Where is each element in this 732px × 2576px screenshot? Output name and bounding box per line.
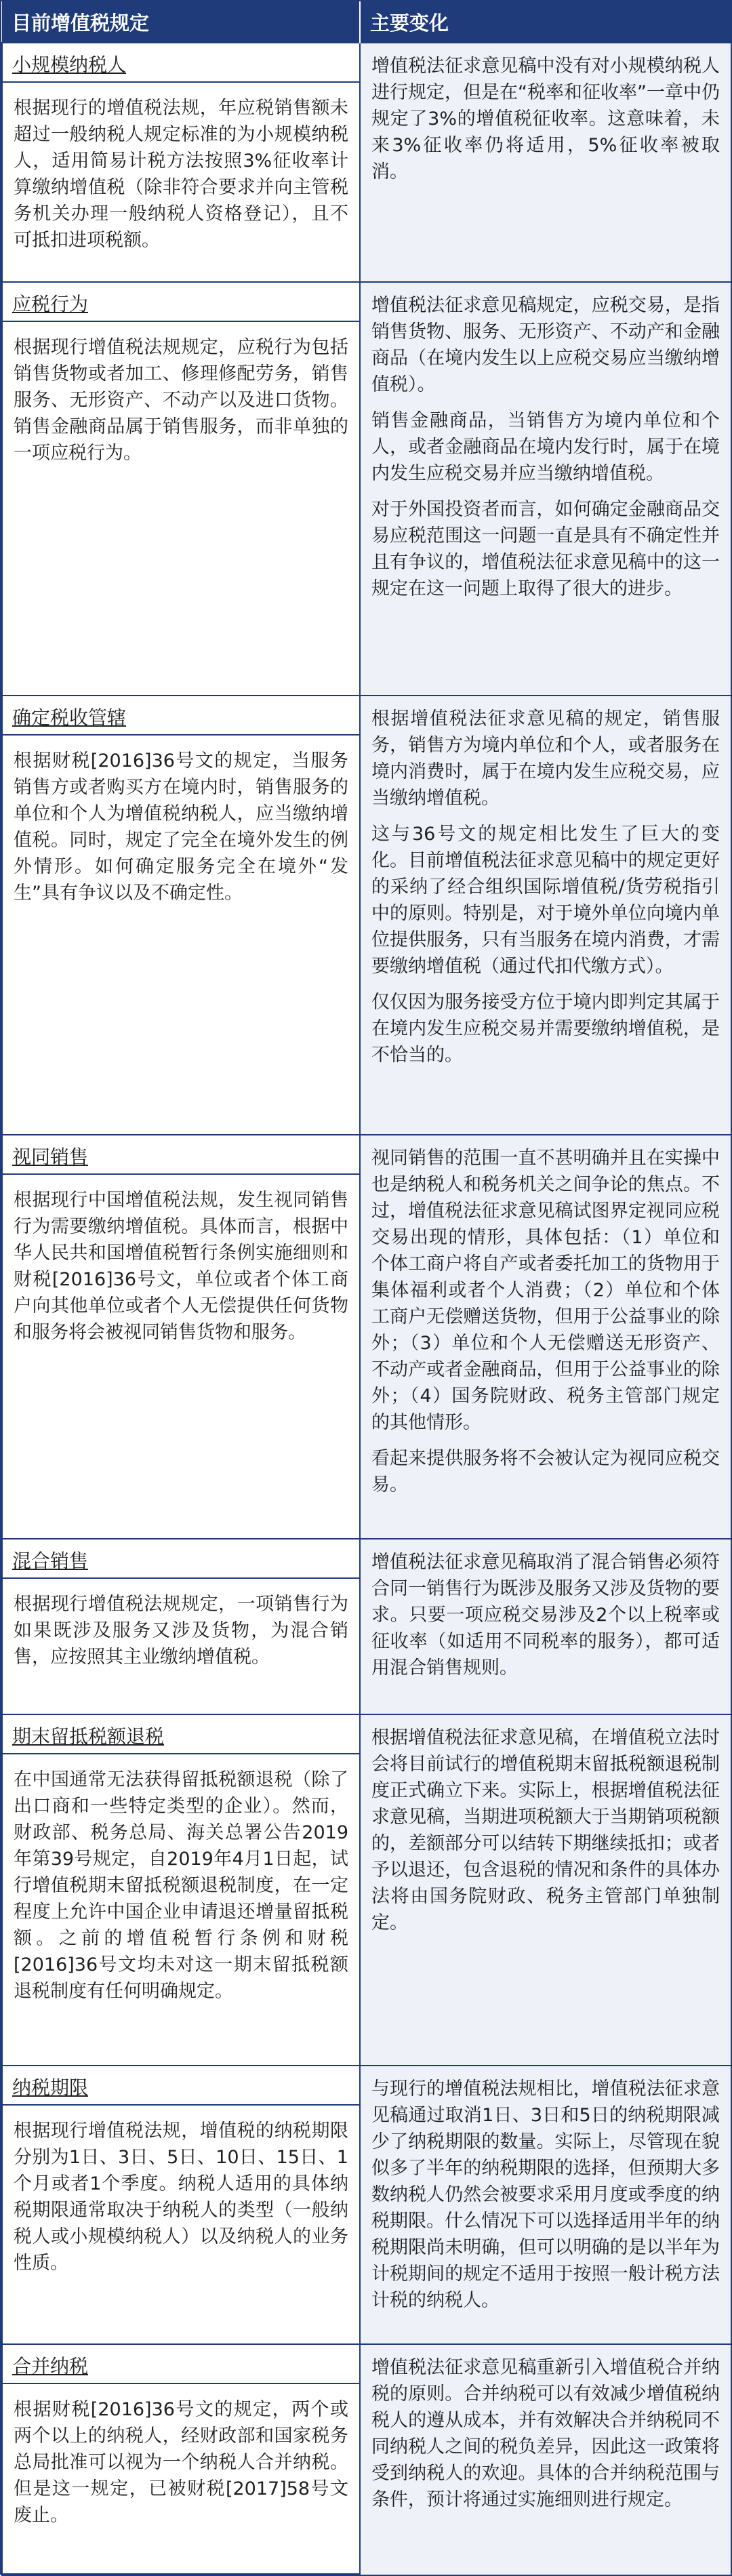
current-rule-text: 根据财税[2016]36号文的规定，两个或两个以上的纳税人，经财政部和国家税务总局批准可以视为一个纳税人合并纳税。但是这一规定，已被财税[2017]58号文废止。 (14, 2399, 348, 2526)
main-change-cell (360, 1135, 731, 1539)
main-change-cell (360, 2066, 731, 2344)
topic-title: 应税行为 (12, 293, 89, 315)
table-row (2, 2344, 731, 2575)
change-paragraph: 增值税法征求意见稿规定，应税交易，是指销售货物、服务、无形资产、不动产和金融商品（在境内发生以上应税交易应当缴纳增值税）。 (371, 295, 720, 395)
current-rule-text: 根据现行增值税法规，增值税的纳税期限分别为1日、3日、5日、10日、15日、1个月或者1个季度。纳税人适用的具体纳税期限通常取决于纳税人的类型（一般纳税人或小规模纳税人）以及纳税人的业务性质。 (14, 2120, 348, 2274)
topic-title: 小规模纳税人 (12, 54, 127, 76)
change-paragraph: 仅仅因为服务接受方位于境内即判定其属于在境内发生应税交易并需要缴纳增值税，是不恰当的。 (371, 992, 720, 1066)
main-change-cell (360, 696, 731, 1135)
header-main-changes: 主要变化 (360, 1, 731, 43)
change-paragraph: 视同销售的范围一直不甚明确并且在实操中也是纳税人和税务机关之间争论的焦点。不过，增值税法征求意见稿试图界定视同应税交易出现的情形，具体包括：（1）单位和个体工商户将自产或者委托加工的货物用于集体福利或者个人消费；（2）单位和个体工商户无偿赠送货物，但用于公益事业的除外；（3）单位和个人无偿赠送无形资产、不动产或者金融商品，但用于公益事业的除外；（4）国务院财政、税务主管部门规定的其他情形。 (371, 1148, 720, 1433)
topic-divider (3, 1173, 359, 1175)
change-paragraph: 对于外国投资者而言，如何确定金融商品交易应税范围这一问题一直是具有不确定性并且有争议的，增值税法征求意见稿中的这一规定在这一问题上取得了很大的进步。 (371, 499, 720, 599)
topic-divider (3, 321, 359, 322)
topic-divider (3, 2383, 359, 2384)
current-rule-text: 在中国通常无法获得留抵税额退税（除了出口商和一些特定类型的企业）。然而，财政部、税务总局、海关总署公告2019年第39号规定，自2019年4月1日起，试行增值税期末留抵税额退税制度，在一定程度上允许中国企业申请退还增量留抵税额。之前的增值税暂行条例和财税[2016]36号文均未对这一期末留抵税额退税制度有任何明确规定。 (14, 1769, 348, 2002)
table-row (2, 1714, 731, 2066)
current-rule-cell (2, 696, 360, 1135)
change-paragraph: 看起来提供服务将不会被认定为视同应税交易。 (371, 1448, 720, 1495)
change-paragraph: 根据增值税法征求意见稿，在增值税立法时会将目前试行的增值税期末留抵税额退税制度正式确立下来。实际上，根据增值税法征求意见稿，当期进项税额大于当期销项税额的，差额部分可以结转下期继续抵扣；或者予以退还，包含退税的情况和条件的具体办法将由国务院财政、税务主管部门单独制定。 (371, 1727, 720, 1933)
main-change-cell (360, 1714, 731, 2066)
current-rule-text: 根据现行中国增值税法规，发生视同销售行为需要缴纳增值税。具体而言，根据中华人民共和国增值税暂行条例实施细则和财税[2016]36号文，单位或者个体工商户向其他单位或者个人无偿提供任何货物和服务将会被视同销售货物和服务。 (14, 1190, 348, 1343)
topic-divider (3, 2104, 359, 2106)
main-change-cell (360, 1539, 731, 1714)
table-row (2, 1539, 731, 1714)
current-rule-text: 根据现行的增值税法规，年应税销售额未超过一般纳税人规定标准的为小规模纳税人，适用简易计税方法按照3%征收率计算缴纳增值税（除非符合要求并向主管税务机关办理一般纳税人资格登记），且不可抵扣进项税额。 (14, 98, 348, 251)
current-rule-text: 根据现行增值税法规规定，一项销售行为如果既涉及服务又涉及货物，为混合销售，应按照其主业缴纳增值税。 (14, 1594, 348, 1668)
topic-divider (3, 1753, 359, 1754)
table-row (2, 1135, 731, 1539)
current-rule-text: 根据财税[2016]36号文的规定，当服务销售方或者购买方在境内时，销售服务的单位和个人为增值税纳税人，应当缴纳增值税。同时，规定了完全在境外发生的例外情形。如何确定服务完全在境外“发生”具有争议以及不确定性。 (14, 750, 348, 904)
change-paragraph: 增值税法征求意见稿中没有对小规模纳税人进行规定，但是在“税率和征收率”一章中仍规定了3%的增值税征收率。这意味着，未来3%征收率仍将适用，5%征收率被取消。 (371, 56, 720, 182)
change-paragraph: 这与36号文的规定相比发生了巨大的变化。目前增值税法征求意见稿中的规定更好的采纳了经合组织国际增值税/货劳税指引中的原则。特别是，对于境外单位向境内单位提供服务，只有当服务在境内消费，才需要缴纳增值税（通过代扣代缴方式）。 (371, 824, 720, 977)
topic-divider (3, 734, 359, 736)
table-header (2, 1, 731, 43)
topic-title: 混合销售 (12, 1550, 89, 1572)
current-rule-cell (2, 2066, 360, 2344)
topic-divider (3, 81, 359, 83)
topic-title: 合并纳税 (12, 2355, 89, 2377)
current-rule-cell (2, 43, 360, 282)
topic-title: 确定税收管辖 (12, 706, 127, 729)
change-paragraph: 根据增值税法征求意见稿的规定，销售服务，销售方为境内单位和个人，或者服务在境内消费时，属于在境内发生应税交易，应当缴纳增值税。 (371, 708, 720, 809)
table-body (2, 43, 731, 2575)
change-paragraph: 增值税法征求意见稿重新引入增值税合并纳税的原则。合并纳税可以有效减少增值税纳税人的遵从成本，并有效解决合并纳税同不同纳税人之间的税负差异，因此这一政策将受到纳税人的欢迎。具体的合并纳税范围与条件，预计将通过实施细则进行规定。 (371, 2357, 720, 2510)
current-rule-cell (2, 282, 360, 696)
header-current-rules: 目前增值税规定 (2, 1, 360, 43)
main-change-cell (360, 43, 731, 282)
change-paragraph: 增值税法征求意见稿取消了混合销售必须符合同一销售行为既涉及服务又涉及货物的要求。只要一项应税交易涉及2个以上税率或征收率（如适用不同税率的服务），都可适用混合销售规则。 (371, 1552, 720, 1678)
current-rule-cell (2, 1539, 360, 1714)
topic-title: 期末留抵税额退税 (12, 1725, 165, 1748)
change-paragraph: 销售金融商品，当销售方为境内单位和个人，或者金融商品在境内发行时，属于在境内发生应税交易并应当缴纳增值税。 (371, 410, 720, 484)
main-change-cell (360, 2344, 731, 2575)
change-paragraph: 与现行的增值税法规相比，增值税法征求意见稿通过取消1日、3日和5日的纳税期限减少了纳税期限的数量。实际上，尽管现在貌似多了半年的纳税期限的选择，但预期大多数纳税人仍然会被要求采用月度或季度的纳税期限。什么情况下可以选择适用半年的纳税期限尚未明确，但可以明确的是以半年为计税期间的规定不适用于按照一般计税方法计税的纳税人。 (371, 2078, 720, 2311)
main-change-cell (360, 282, 731, 696)
table-row (2, 43, 731, 282)
table-row (2, 2066, 731, 2344)
table-row (2, 282, 731, 696)
vat-comparison-table (1, 1, 732, 2576)
current-rule-cell (2, 2344, 360, 2575)
topic-title: 纳税期限 (12, 2076, 89, 2099)
table-row (2, 696, 731, 1135)
current-rule-text: 根据现行增值税法规规定，应税行为包括销售货物或者加工、修理修配劳务，销售服务、无形资产、不动产以及进口货物。销售金融商品属于销售服务，而非单独的一项应税行为。 (14, 337, 348, 464)
topic-divider (3, 1577, 359, 1579)
current-rule-cell (2, 1135, 360, 1539)
current-rule-cell (2, 1714, 360, 2066)
topic-title: 视同销售 (12, 1146, 89, 1168)
